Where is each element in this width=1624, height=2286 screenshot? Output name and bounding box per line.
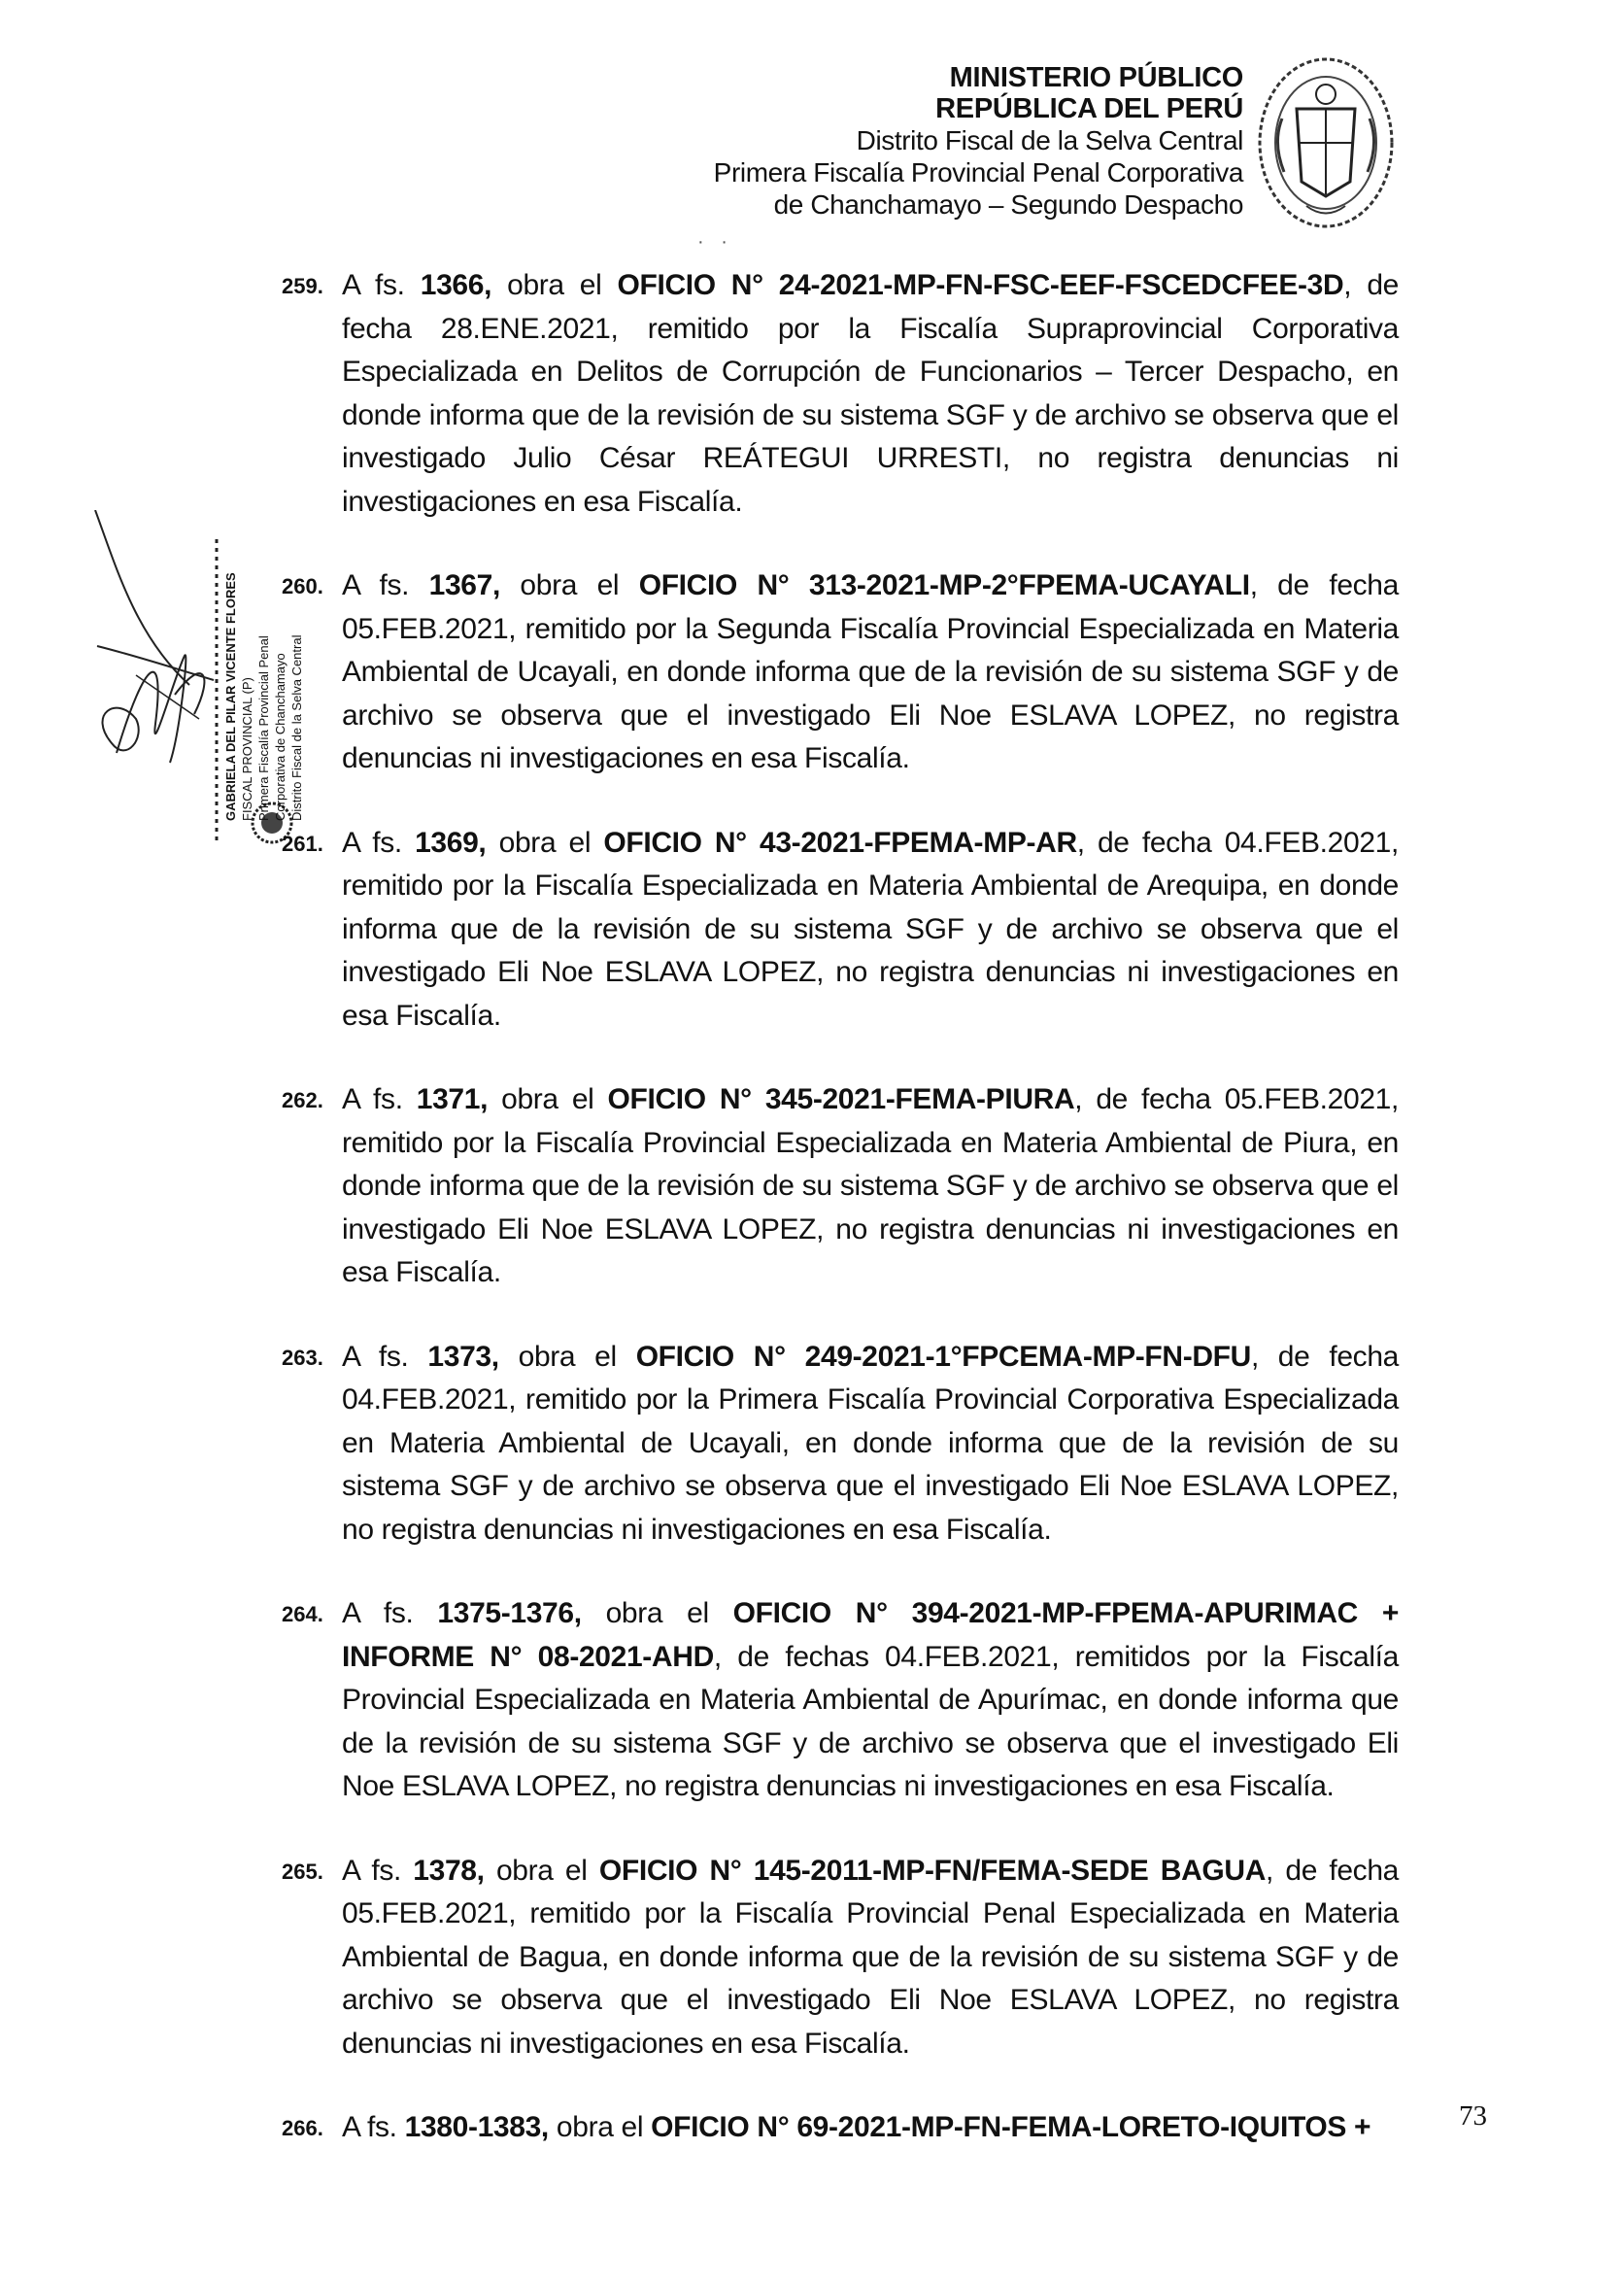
paragraph-text-run: A fs.	[342, 2111, 405, 2143]
paragraph-text-bold: OFICIO N° 394-2021-MP-FPEMA-APURIMAC + INFORME N° 08-2021-AHD	[342, 1597, 1399, 1673]
paragraph-number: 263.	[282, 1345, 323, 1370]
stamp-district: Distrito Fiscal de la Selva Central	[289, 634, 304, 821]
paragraph-text	[342, 564, 1399, 781]
paragraph-text-bold: 1366,	[420, 269, 492, 301]
paragraph-number: 259.	[282, 274, 323, 298]
header-country: REPÚBLICA DEL PERÚ	[935, 93, 1243, 124]
paragraph-text	[342, 822, 1399, 1039]
paragraph-text-bold: 1369,	[415, 826, 487, 859]
paragraph-text	[342, 1078, 1399, 1295]
paragraph-text-run: obra el	[581, 1597, 733, 1629]
paragraph-number: 264.	[282, 1602, 323, 1626]
paragraph-text-run: A fs.	[342, 569, 429, 601]
header-district: Distrito Fiscal de la Selva Central	[856, 125, 1243, 155]
paragraph-number: 265.	[282, 1859, 323, 1884]
paragraph-text-run: obra el	[499, 569, 639, 601]
paragraph-text-run: obra el	[548, 2111, 652, 2143]
paragraph-text-run: A fs.	[342, 1597, 438, 1629]
paragraph-item	[284, 822, 1399, 1039]
paragraph-text-bold: OFICIO N° 24-2021-MP-FN-FSC-EEF-FSCEDCFEE-3D	[617, 269, 1344, 301]
paragraph-text-bold: OFICIO N° 69-2021-MP-FN-FEMA-LORETO-IQUITOS +	[651, 2111, 1371, 2143]
paragraph-text-run: A fs.	[342, 1340, 428, 1373]
paragraph-text-run: , de fecha 05.FEB.2021, remitido por la Segunda Fiscalía Provincial Especializada en Materia Ambiental de Ucayali, en donde informa que de la revisión de su sistema SGF y de archivo se observa que el investigado Eli Noe ESLAVA LOPEZ, no registra denuncias ni investigaciones en esa Fiscalía.	[342, 569, 1399, 774]
paragraph-text-bold: 1378,	[413, 1854, 485, 1887]
paragraph-text-bold: OFICIO N° 43-2021-FPEMA-MP-AR	[603, 826, 1077, 859]
header-institution: MINISTERIO PÚBLICO	[949, 62, 1243, 93]
paragraph-text-run: A fs.	[342, 1083, 417, 1115]
document-header	[714, 62, 1243, 221]
paragraph-text-bold: OFICIO N° 345-2021-FEMA-PIURA	[607, 1083, 1075, 1115]
paragraph-text-run: , de fecha 05.FEB.2021, remitido por la Fiscalía Provincial Especializada en Materia Ambiental de Piura, en donde informa que de la revisión de su sistema SGF y de archivo se observa que el investigado Eli Noe ESLAVA LOPEZ, no registra denuncias ni investigaciones en esa Fiscalía.	[342, 1083, 1399, 1288]
header-office-office-dispatch: de Chanchamayo – Segundo Despacho	[773, 189, 1243, 220]
paragraph-text-bold: OFICIO N° 145-2011-MP-FN/FEMA-SEDE BAGUA	[598, 1854, 1267, 1887]
paragraph-text-bold: OFICIO N° 249-2021-1°FPCEMA-MP-FN-DFU	[635, 1340, 1251, 1373]
paragraph-number: 260.	[282, 574, 323, 598]
paragraph-text-run: A fs.	[342, 269, 421, 301]
page-number: 73	[1459, 2100, 1487, 2132]
paragraph-list	[284, 264, 1399, 2191]
paragraph-text-bold: 1380-1383,	[404, 2111, 549, 2143]
official-seal-icon	[1253, 51, 1399, 235]
paragraph-text	[342, 2106, 1399, 2150]
paragraph-text-run: obra el	[498, 1340, 636, 1373]
paragraph-text	[342, 264, 1399, 524]
paragraph-text-run: obra el	[491, 269, 618, 301]
paragraph-text-run: , de fecha 04.FEB.2021, remitido por la Fiscalía Especializada en Materia Ambiental de Arequipa, en donde informa que de la revisión de su sistema SGF y de archivo se observa que el investigado Eli Noe ESLAVA LOPEZ, no registra denuncias ni investigaciones en esa Fiscalía.	[342, 826, 1399, 1032]
paragraph-text	[342, 1336, 1399, 1552]
paragraph-number: 262.	[282, 1088, 323, 1112]
paragraph-text-run: obra el	[488, 1083, 608, 1115]
paragraph-text-bold: 1371,	[416, 1083, 489, 1115]
paragraph-text-run: obra el	[484, 1854, 599, 1887]
paragraph-text-run: A fs.	[342, 1854, 414, 1887]
paragraph-item	[284, 264, 1399, 524]
paragraph-item	[284, 564, 1399, 781]
paragraph-text-run: , de fecha 05.FEB.2021, remitido por la Fiscalía Provincial Penal Especializada en Materia Ambiental de Bagua, en donde informa que de la revisión de su sistema SGF y de archivo se observa que el investigado Eli Noe ESLAVA LOPEZ, no registra denuncias ni investigaciones en esa Fiscalía.	[342, 1854, 1399, 2060]
stamp-title: FISCAL PROVINCIAL (P)	[240, 677, 254, 821]
stamp-office: Primera Fiscalía Provincial Penal	[256, 635, 271, 821]
paragraph-text-run: obra el	[486, 826, 604, 859]
paragraph-text-bold: 1375-1376,	[437, 1597, 582, 1629]
paragraph-text	[342, 1592, 1399, 1809]
paragraph-item	[284, 2106, 1399, 2150]
paragraph-item	[284, 1078, 1399, 1295]
paragraph-text-run: A fs.	[342, 826, 416, 859]
header-office: Primera Fiscalía Provincial Penal Corporativa	[713, 157, 1243, 188]
scan-dots: · ·	[697, 231, 733, 253]
stamp-office-2: Corporativa de Chanchamayo	[273, 653, 288, 821]
paragraph-text-run: , de fecha 28.ENE.2021, remitido por la Fiscalía Supraprovincial Corporativa Especializada en Delitos de Corrupción de Funcionarios – Tercer Despacho, en donde informa que de la revisión de su sistema SGF y de archivo se observa que el investigado Julio César REÁTEGUI URRESTI, no registra denuncias ni investigaciones en esa Fiscalía.	[342, 269, 1399, 518]
paragraph-number: 261.	[282, 831, 323, 856]
paragraph-item	[284, 1336, 1399, 1552]
paragraph-text	[342, 1850, 1399, 2066]
paragraph-item	[284, 1592, 1399, 1809]
stamp-name: GABRIELA DEL PILAR VICENTE FLORES	[223, 572, 238, 821]
paragraph-number: 266.	[282, 2116, 323, 2140]
paragraph-text-run: , de fecha 04.FEB.2021, remitido por la Primera Fiscalía Provincial Corporativa Especializada en Materia Ambiental de Ucayali, en donde informa que de la revisión de su sistema SGF y de archivo se observa que el investigado Eli Noe ESLAVA LOPEZ, no registra denuncias ni investigaciones en esa Fiscalía.	[342, 1340, 1399, 1546]
paragraph-text-bold: 1367,	[428, 569, 500, 601]
paragraph-item	[284, 1850, 1399, 2066]
paragraph-text-bold: OFICIO N° 313-2021-MP-2°FPEMA-UCAYALI	[638, 569, 1250, 601]
paragraph-text-bold: 1373,	[427, 1340, 499, 1373]
paragraph-text-run: , de fechas 04.FEB.2021, remitidos por la Fiscalía Provincial Especializada en Materia Ambiental de Apurímac, en donde informa que de la revisión de su sistema SGF y de archivo se observa que el investigado Eli Noe ESLAVA LOPEZ, no registra denuncias ni investigaciones en esa Fiscalía.	[342, 1640, 1399, 1802]
